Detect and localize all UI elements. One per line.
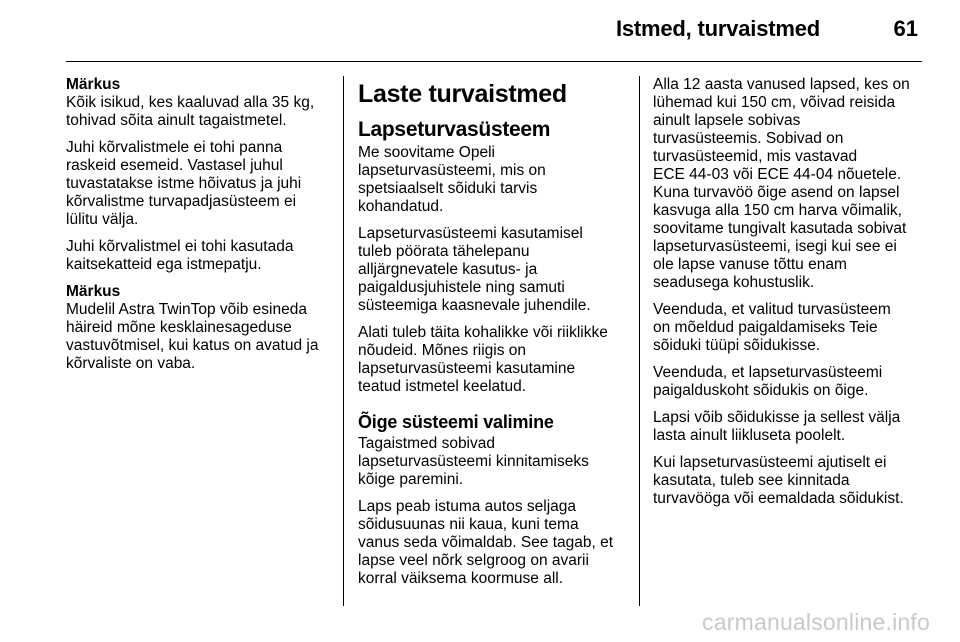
subsection-heading: Õige süsteemi valimine xyxy=(358,412,554,432)
paragraph: Juhi kõrvalistmele ei tohi panna raskeid esemeid. Vastasel juhul tuvastatakse istme hõivatus ja juhi kõrvalistme turvapadjasüsteem ei lülitu välja. xyxy=(66,139,302,228)
paragraph: Laps peab istuma autos seljaga sõidusuunas nii kaua, kuni tema vanus seda võimaldab. See tagab, et lapse veel nõrk selgroog on avarii korral väiksema koormuse all. xyxy=(358,498,614,587)
paragraph: Juhi kõrvalistmel ei tohi kasutada kaitsekatteid ega istmepatju. xyxy=(66,238,294,273)
header-title: Istmed, turvaistmed xyxy=(615,16,820,41)
column-divider xyxy=(343,76,344,606)
column-right xyxy=(653,76,925,517)
paragraph: Me soovitame Opeli lapseturvasüsteemi, mis on spetsiaalselt sõiduki tarvis kohandatud. xyxy=(358,144,546,215)
column-left xyxy=(66,76,328,382)
paragraph: Veenduda, et lapseturvasüsteemi paigalduskoht sõidukis on õige. xyxy=(653,364,883,399)
paragraph: Lapsi võib sõidukisse ja sellest välja lasta ainult liikluseta poolelt. xyxy=(653,409,901,444)
note-title: Märkus xyxy=(66,283,121,300)
paragraph: Kui lapseturvasüsteemi ajutiselt ei kasutata, tuleb see kinnitada turvavööga või eemaldada sõidukist. xyxy=(653,454,904,507)
paragraph: Tagaistmed sobivad lapseturvasüsteemi kinnitamiseks kõige paremini. xyxy=(358,435,589,488)
paragraph: Alla 12 aasta vanused lapsed, kes on lühemad kui 150 cm, võivad reisida ainult lapsele sobivas turvasüsteemis. Sobivad on turvasüsteemid, mis vastavad ECE 44-03 või ECE 44-04 nõuetele. Kuna turvavöö õige asend on lapsel kasvuga alla 150 cm harva võimalik, soovitame tungivalt kasutada sobivat lapseturvasüsteemi, isegi kui see ei ole lapse vanuse tõttu enam seadusega kohustuslik. xyxy=(653,76,910,291)
column-middle xyxy=(358,76,630,597)
header-divider xyxy=(66,61,922,62)
paragraph: Lapseturvasüsteemi kasutamisel tuleb pöörata tähelepanu alljärgnevatele kasutus- ja paigaldusjuhistele ning samuti süsteemiga kaasnevale juhendile. xyxy=(358,225,591,314)
paragraph: Veenduda, et valitud turvasüsteem on mõeldud paigaldamiseks Teie sõiduki tüüpi sõidukisse. xyxy=(653,301,891,354)
note-text: Mudelil Astra TwinTop võib esineda häireid mõne kesklainesageduse vastuvõtmisel, kui katus on avatud ja kõrvaliste on vaba. xyxy=(66,301,319,372)
section-heading: Lapseturvasüsteem xyxy=(358,118,551,141)
column-divider xyxy=(639,76,640,606)
page-number: 61 xyxy=(893,16,918,41)
note-text: Kõik isikud, kes kaaluvad alla 35 kg, tohivad sõita ainult tagaistmetel. xyxy=(66,94,315,129)
chapter-heading: Laste turvaistmed xyxy=(358,80,567,108)
note-title: Märkus xyxy=(66,76,121,93)
paragraph: Alati tuleb täita kohalikke või riiklikke nõudeid. Mõnes riigis on lapseturvasüsteemi kasutamine teatud istmetel keelatud. xyxy=(358,324,608,395)
watermark: carmanualsonline.info xyxy=(702,609,930,635)
